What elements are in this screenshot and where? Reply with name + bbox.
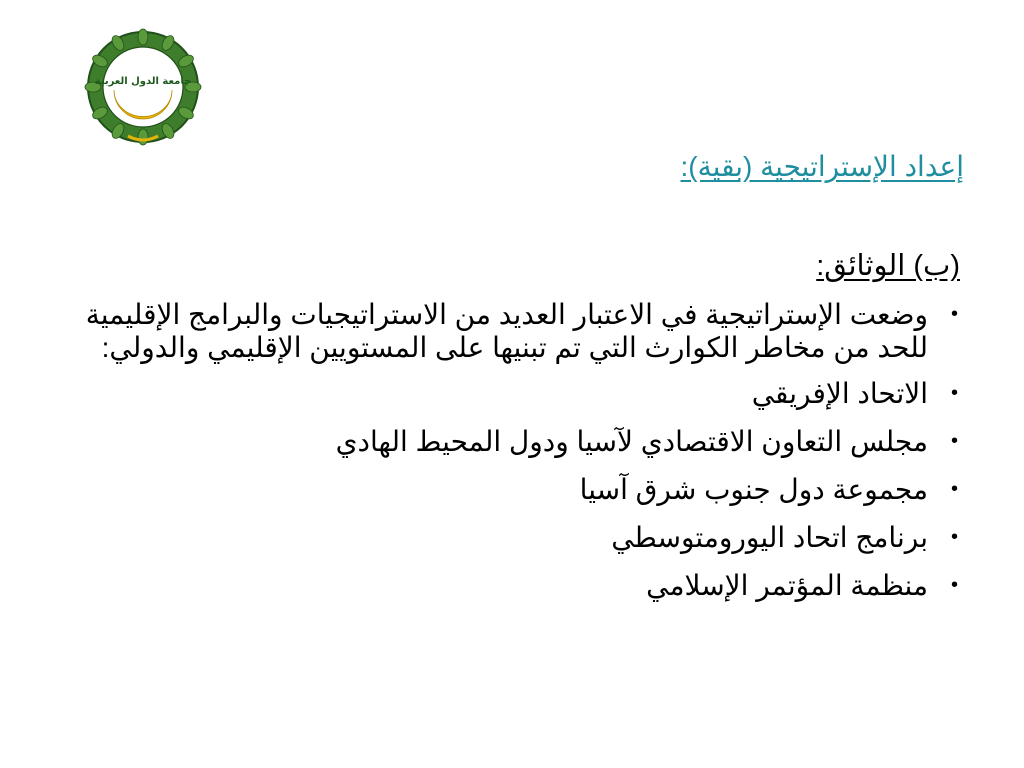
bullet-icon: •: [950, 526, 958, 548]
bullet-icon: •: [950, 303, 958, 325]
wreath-emblem-icon: [84, 28, 202, 146]
list-item-text: مجموعة دول جنوب شرق آسيا: [579, 474, 928, 505]
list-item: [64, 377, 960, 410]
list-item: [64, 521, 960, 554]
bullet-icon: •: [950, 430, 958, 452]
slide-title: إعداد الإستراتيجية (بقية):: [680, 151, 964, 182]
list-item-text: منظمة المؤتمر الإسلامي: [646, 570, 928, 601]
list-item: [64, 473, 960, 506]
list-item: [64, 569, 960, 602]
list-item-text: مجلس التعاون الاقتصادي لآسيا ودول المحيط الهادي: [335, 426, 928, 457]
bullet-icon: •: [950, 382, 958, 404]
svg-text:جامعة الدول العربية: جامعة الدول العربية: [94, 76, 192, 87]
list-item-text: الاتحاد الإفريقي: [751, 378, 928, 409]
arab-league-emblem: [84, 28, 202, 146]
list-item-text: برنامج اتحاد اليورومتوسطي: [611, 522, 928, 553]
bullet-icon: •: [950, 478, 958, 500]
bullet-list: [64, 298, 960, 617]
list-item: [64, 298, 960, 364]
list-item: [64, 425, 960, 458]
section-subheading: (ب) الوثائق:: [816, 250, 960, 282]
bullet-icon: •: [950, 574, 958, 596]
list-item-text: وضعت الإستراتيجية في الاعتبار العديد من الاستراتيجيات والبرامج الإقليمية للحد من مخاطر الكوارث التي تم تبنيها على المستويين الإقليمي والدولي:: [85, 299, 928, 363]
